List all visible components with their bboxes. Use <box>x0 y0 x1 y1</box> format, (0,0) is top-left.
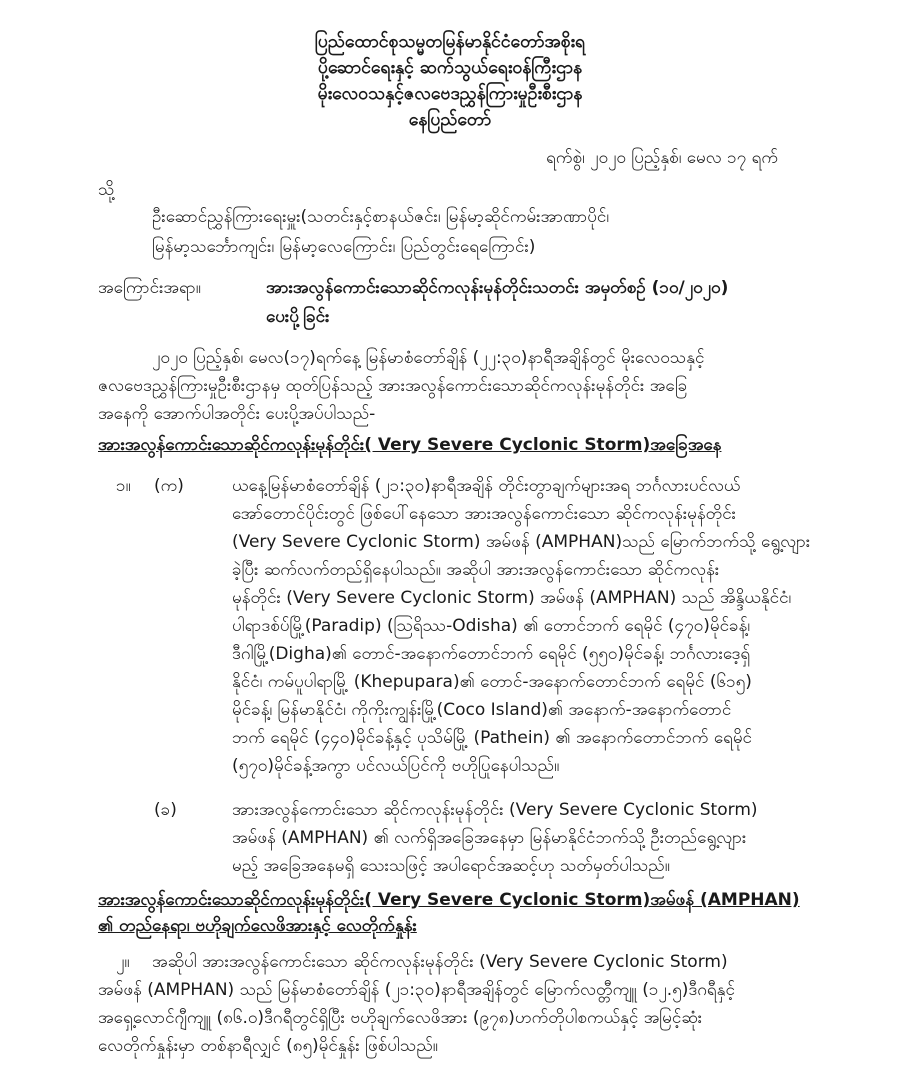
para-1b-line: အားအလွန်ကောင်းသော ဆိုင်ကလုန်းမုန်တိုင်း (Very Severe Cyclonic Storm) <box>232 800 758 820</box>
para-1b-line: အမ်ဖန် (AMPHAN) ၏ လက်ရှိအခြေအနေမှာ မြန်မာနိုင်ငံဘက်သို့ ဦးတည်ရွေ့လျား <box>232 828 747 848</box>
para-1b-line: မည့် အခြေအနေမရှိ သေးသဖြင့် အပါရောင်အဆင့်ဟု သတ်မှတ်ပါသည်။ <box>232 856 670 876</box>
para-2-line: အမ်ဖန် (AMPHAN) သည် မြန်မာစံတော်ချိန် (၂၁:၃၀)နာရီအချိန်တွင် မြောက်လတ္တီကျူ (၁၂.၅)ဒီဂရီနှင့် <box>98 980 735 1000</box>
para-1-line: အော်တောင်ပိုင်းတွင် ဖြစ်ပေါ်နေသော အားအလွန်ကောင်းသော ဆိုင်ကလုန်းမုန်တိုင်း <box>232 504 736 524</box>
subject-line-1: အားအလွန်ကောင်းသောဆိုင်ကလုန်းမုန်တိုင်းသတင်း အမှတ်စဉ် (၁၀/၂၀၂၀) <box>266 278 729 298</box>
subject-label: အကြောင်းအရာ။ <box>98 278 201 298</box>
header-line-3: မိုးလေဝသနှင့်ဇလဗေဒညွှန်ကြားမှုဦးစီးဌာန <box>317 84 583 104</box>
para-1-line: နိုင်ငံ၊ ကမ်ပူပါရာမြို့ (Khepupara)၏ တောင်-အနောက်တောင်ဘက် ရေမိုင် (၆၁၅) <box>232 672 752 692</box>
to-line-2: မြန်မာ့သင်္ဘောကျင်း၊ မြန်မာ့လေကြောင်း၊ ပြည်တွင်းရေကြောင်း) <box>152 237 536 257</box>
intro-line-2: ဇလဗေဒညွှန်ကြားမှုဦးစီးဌာနမှ ထုတ်ပြန်သည့် အားအလွန်ကောင်းသောဆိုင်ကလုန်းမုန်တိုင်း အခြေ <box>98 376 688 396</box>
section-2-title-line-1: အားအလွန်ကောင်းသောဆိုင်ကလုန်းမုန်တိုင်း( Very Severe Cyclonic Storm)အမ်ဖန် (AMPHAN) <box>98 890 800 910</box>
para-1-line: ယနေ့မြန်မာစံတော်ချိန် (၂၁:၃၀)နာရီအချိန် တိုင်းတွာချက်များအရ ဘင်္ဂလားပင်လယ် <box>232 476 741 496</box>
subject-line-2: ပေးပို့ခြင်း <box>266 307 330 327</box>
section-2-title-line-2: ၏ တည်နေရာ၊ ဗဟိုချက်လေဖိအားနှင့် လေတိုက်နှုန်း <box>98 916 417 936</box>
para-1-line: ခဲ့ပြီး ဆက်လက်တည်ရှိနေပါသည်။ အဆိုပါ အားအလွန်ကောင်းသော ဆိုင်ကလုန်း <box>232 560 720 580</box>
para-1-line: ဒီဂါမြို့(Digha)၏ တောင်-အနောက်တောင်ဘက် ရေမိုင် (၅၅၀)မိုင်ခန့်၊ ဘင်္ဂလားဒေ့ရှ် <box>232 644 751 664</box>
para-1-sub-ka: (က) <box>154 476 184 496</box>
para-2-line: လေတိုက်နှုန်းမှာ တစ်နာရီလျှင် (၈၅)မိုင်နှုန်း ဖြစ်ပါသည်။ <box>98 1036 438 1056</box>
to-label: သို့ <box>98 180 115 200</box>
para-1-line: ပါရာဒစ်ပ်မြို့(Paradip) (ဩရိဿ-Odisha) ၏ တောင်ဘက် ရေမိုင် (၄၇၀)မိုင်ခန့်၊ <box>232 616 751 636</box>
para-1-line: (၅၇၀)မိုင်ခန့်အကွာ ပင်လယ်ပြင်ကို ဗဟိုပြုနေပါသည်။ <box>232 756 560 776</box>
intro-line-1: ၂၀၂၀ ပြည့်နှစ်၊ မေလ(၁၇)ရက်နေ့ မြန်မာစံတော်ချိန် (၂၂:၃၀)နာရီအချိန်တွင် မိုးလေဝသနှင့် <box>152 348 705 368</box>
intro-line-3: အနေကို အောက်ပါအတိုင်း ပေးပို့အပ်ပါသည်- <box>98 404 376 424</box>
para-1-number: ၁။ <box>116 476 131 496</box>
to-line-1: ဦးဆောင်ညွှန်ကြားရေးမှူး(သတင်းနှင့်စာနယ်ဇင်း၊ မြန်မာ့ဆိုင်ကမ်းအာဏာပိုင်၊ <box>152 207 610 227</box>
para-1-line: မုန်တိုင်း (Very Severe Cyclonic Storm) အမ်ဖန် (AMPHAN) သည် အိန္ဒိယနိုင်ငံ၊ <box>232 588 792 608</box>
para-2-line: အဆိုပါ အားအလွန်ကောင်းသော ဆိုင်ကလုန်းမုန်တိုင်း (Very Severe Cyclonic Storm) <box>152 952 728 972</box>
para-1-line: (Very Severe Cyclonic Storm) အမ်ဖန် (AMPHAN)သည် မြောက်ဘက်သို့ ရွေ့လျား <box>232 532 811 552</box>
para-1-line: မိုင်ခန့်၊ မြန်မာနိုင်ငံ၊ ကိုကိုးကျွန်းမြို့(Coco Island)၏ အနောက်-အနောက်တောင် <box>232 700 732 720</box>
para-1-sub-kha: (ခ) <box>154 800 177 820</box>
date: ရက်စွဲ၊ ၂၀၂၀ ပြည့်နှစ်၊ မေလ ၁၇ ရက် <box>546 148 778 168</box>
header-line-2: ပို့ဆောင်ရေးနှင့် ဆက်သွယ်ရေးဝန်ကြီးဌာန <box>317 58 583 78</box>
section-1-title: အားအလွန်ကောင်းသောဆိုင်ကလုန်းမုန်တိုင်း( Very Severe Cyclonic Storm)အခြေအနေ <box>98 435 722 455</box>
para-2-line: အရှေ့လောင်ဂျီကျူ (၈၆.၀)ဒီဂရီတွင်ရှိပြီး ဗဟိုချက်လေဖိအား (၉၇၈)ဟက်တိုပါစကယ်နှင့် အမြင့်ဆုံး <box>98 1008 703 1028</box>
header-line-4: နေပြည်တော် <box>408 110 492 130</box>
para-1-line: ဘက် ရေမိုင် (၄၄၀)မိုင်ခန့်နှင့် ပုသိမ်မြို့ (Pathein) ၏ အနောက်တောင်ဘက် ရေမိုင် <box>232 728 752 748</box>
header-line-1: ပြည်ထောင်စုသမ္မတမြန်မာနိုင်ငံတော်အစိုးရ <box>314 32 586 52</box>
para-2-number: ၂။ <box>116 952 130 972</box>
